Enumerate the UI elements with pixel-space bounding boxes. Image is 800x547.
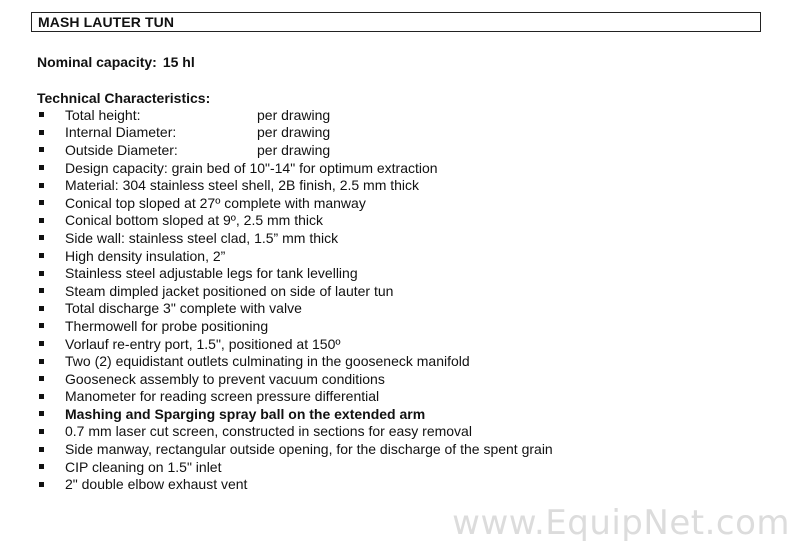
- spec-label: Internal Diameter:: [65, 124, 177, 141]
- spec-item: [37, 106, 553, 124]
- square-bullet-icon: [39, 341, 44, 346]
- spec-label: Total discharge 3" complete with valve: [65, 300, 302, 317]
- spec-item: [37, 159, 553, 177]
- spec-label: Mashing and Sparging spray ball on the extended arm: [65, 405, 426, 422]
- spec-label: 2" double elbow exhaust vent: [65, 476, 248, 493]
- spec-label: Thermowell for probe positioning: [65, 317, 269, 334]
- spec-label: Outside Diameter:: [65, 141, 178, 158]
- square-bullet-icon: [39, 271, 44, 276]
- square-bullet-icon: [39, 306, 44, 311]
- square-bullet-icon: [39, 464, 44, 469]
- square-bullet-icon: [39, 235, 44, 240]
- spec-item: [37, 440, 553, 458]
- spec-item: [37, 317, 553, 335]
- spec-label: High density insulation, 2”: [65, 247, 226, 264]
- square-bullet-icon: [39, 411, 44, 416]
- square-bullet-icon: [39, 288, 44, 293]
- spec-label: Two (2) equidistant outlets culminating in the gooseneck manifold: [65, 353, 470, 370]
- square-bullet-icon: [39, 359, 44, 364]
- spec-item: [37, 282, 553, 300]
- square-bullet-icon: [39, 130, 44, 135]
- spec-item: [37, 405, 553, 423]
- spec-item: [37, 423, 553, 441]
- spec-label: Conical top sloped at 27º complete with manway: [65, 194, 366, 211]
- watermark: www.EquipNet.com: [452, 503, 790, 543]
- square-bullet-icon: [39, 323, 44, 328]
- spec-label: Total height:: [65, 106, 141, 123]
- spec-item: [37, 388, 553, 406]
- title-box: [31, 12, 761, 32]
- square-bullet-icon: [39, 147, 44, 152]
- nominal-capacity: [37, 54, 195, 70]
- square-bullet-icon: [39, 447, 44, 452]
- square-bullet-icon: [39, 429, 44, 434]
- square-bullet-icon: [39, 394, 44, 399]
- spec-item: [37, 176, 553, 194]
- spec-item: [37, 212, 553, 230]
- spec-label: Conical bottom sloped at 9º, 2.5 mm thick: [65, 212, 324, 229]
- spec-label: Material: 304 stainless steel shell, 2B finish, 2.5 mm thick: [65, 177, 420, 194]
- spec-item: [37, 300, 553, 318]
- spec-item: [37, 264, 553, 282]
- square-bullet-icon: [39, 112, 44, 117]
- spec-value: per drawing: [257, 141, 331, 158]
- spec-item: [37, 194, 553, 212]
- spec-item: [37, 247, 553, 265]
- spec-label: Gooseneck assembly to prevent vacuum conditions: [65, 370, 385, 387]
- spec-item: [37, 458, 553, 476]
- spec-label: 0.7 mm laser cut screen, constructed in sections for easy removal: [65, 423, 472, 440]
- spec-label: Manometer for reading screen pressure differential: [65, 388, 380, 405]
- square-bullet-icon: [39, 200, 44, 205]
- spec-item: [37, 370, 553, 388]
- spec-item: [37, 475, 553, 493]
- spec-label: Vorlauf re-entry port, 1.5", positioned at 150º: [65, 335, 341, 352]
- spec-label: Side manway, rectangular outside opening, for the discharge of the spent grain: [65, 441, 553, 458]
- spec-label: Stainless steel adjustable legs for tank levelling: [65, 265, 358, 282]
- spec-item: [37, 229, 553, 247]
- spec-label: CIP cleaning on 1.5" inlet: [65, 458, 222, 475]
- spec-item: [37, 124, 553, 142]
- spec-value: per drawing: [257, 124, 331, 141]
- nominal-capacity-label: Nominal capacity:: [37, 54, 157, 70]
- spec-label: Design capacity: grain bed of 10"-14" for optimum extraction: [65, 159, 438, 176]
- square-bullet-icon: [39, 482, 44, 487]
- square-bullet-icon: [39, 165, 44, 170]
- square-bullet-icon: [39, 253, 44, 258]
- document-title: MASH LAUTER TUN: [38, 14, 175, 30]
- spec-item: [37, 352, 553, 370]
- square-bullet-icon: [39, 218, 44, 223]
- square-bullet-icon: [39, 376, 44, 381]
- spec-list: [37, 106, 553, 493]
- technical-characteristics-heading: Technical Characteristics:: [37, 90, 211, 106]
- spec-item: [37, 141, 553, 159]
- spec-label: Side wall: stainless steel clad, 1.5” mm thick: [65, 229, 339, 246]
- spec-label: Steam dimpled jacket positioned on side of lauter tun: [65, 282, 394, 299]
- spec-value: per drawing: [257, 106, 331, 123]
- spec-item: [37, 335, 553, 353]
- square-bullet-icon: [39, 183, 44, 188]
- nominal-capacity-value: 15 hl: [162, 54, 195, 70]
